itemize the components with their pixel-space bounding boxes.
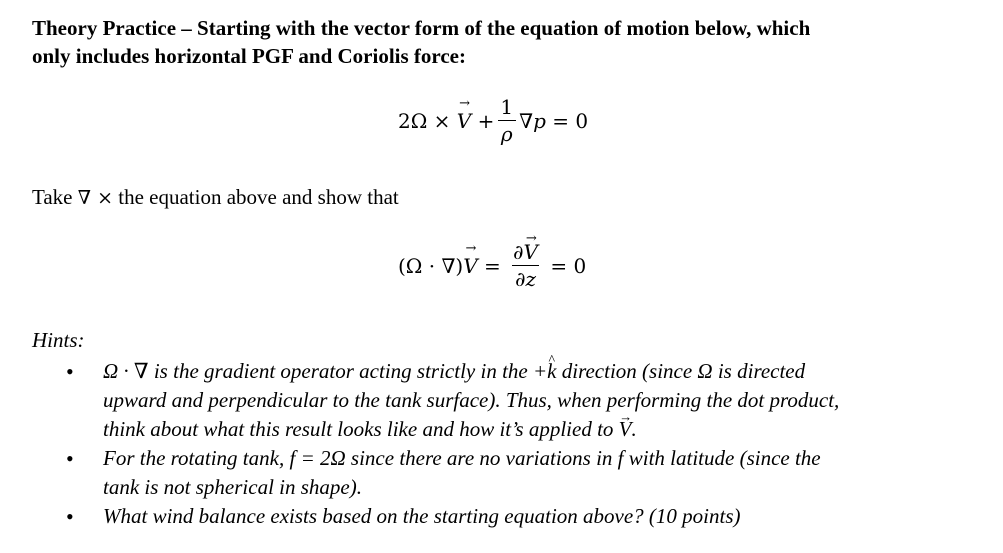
instruction-line — [32, 183, 399, 212]
hint-item-2 — [60, 444, 960, 502]
hint-item-1 — [60, 357, 960, 444]
hint-item-3 — [60, 502, 960, 531]
hints-list — [60, 357, 960, 531]
hint1-velocity-vector: → V — [619, 415, 632, 444]
eq1-plus: + — [471, 108, 495, 133]
problem-heading — [32, 14, 972, 70]
eq2-rhs: = 0 — [543, 253, 587, 278]
eq2-fraction — [510, 240, 541, 291]
take-text-after: the equation above and show that — [113, 185, 399, 209]
eq2-numerator-vector: → V — [524, 240, 538, 264]
k-hat-unit-vector: ^ k — [547, 357, 556, 386]
eq2-numerator — [510, 240, 541, 265]
hint2-text-b: = 2Ω since there are no variations in f with latitude (since the — [295, 446, 821, 470]
target-equation — [398, 240, 586, 291]
eq1-coriolis-term: 2Ω × — [398, 108, 457, 133]
hint2-f: f — [289, 446, 296, 470]
hint1-text-b: direction (since Ω is directed — [556, 359, 806, 383]
hint2-text-a: For the rotating tank, — [103, 446, 290, 470]
eq2-partial: ∂ — [513, 240, 524, 264]
eq1-fraction — [497, 95, 516, 146]
hint1-text-a: Ω · ∇ is the gradient operator acting strictly in the + — [103, 359, 548, 383]
heading-line-2: only includes horizontal PGF and Coriolis force: — [32, 44, 466, 68]
hint1-text-c: upward and perpendicular to the tank surface). Thus, when performing the dot product, — [103, 388, 840, 412]
hint3-text: • What wind balance exists based on the starting equation above? (10 points) — [103, 504, 741, 528]
equation-of-motion — [398, 95, 588, 146]
eq2-velocity-vector: → V — [463, 254, 477, 278]
eq1-fraction-numerator: 1 — [500, 95, 514, 119]
hint1-text-d: think about what this result looks like and how it’s applied to — [103, 417, 619, 441]
eq1-gradient: ∇ — [519, 108, 534, 133]
eq2-equals: = — [477, 253, 508, 278]
eq2-denominator: ∂z — [512, 265, 539, 291]
take-text-before: Take — [32, 185, 78, 209]
eq1-fraction-denominator: ρ — [498, 120, 516, 146]
hints-title: Hints: — [32, 328, 85, 352]
eq2-operator: (Ω · ∇) — [398, 253, 464, 278]
hint1-text-e: . — [631, 417, 637, 441]
heading-line-1: Theory Practice – Starting with the vector form of the equation of motion below, which — [32, 16, 811, 40]
curl-operator: ∇ × — [77, 187, 113, 209]
hint2-text-c: tank is not spherical in shape). — [103, 475, 362, 499]
eq1-pressure: p — [533, 108, 546, 133]
eq1-rhs: = 0 — [545, 108, 589, 133]
eq1-velocity-vector: → V — [457, 109, 471, 133]
